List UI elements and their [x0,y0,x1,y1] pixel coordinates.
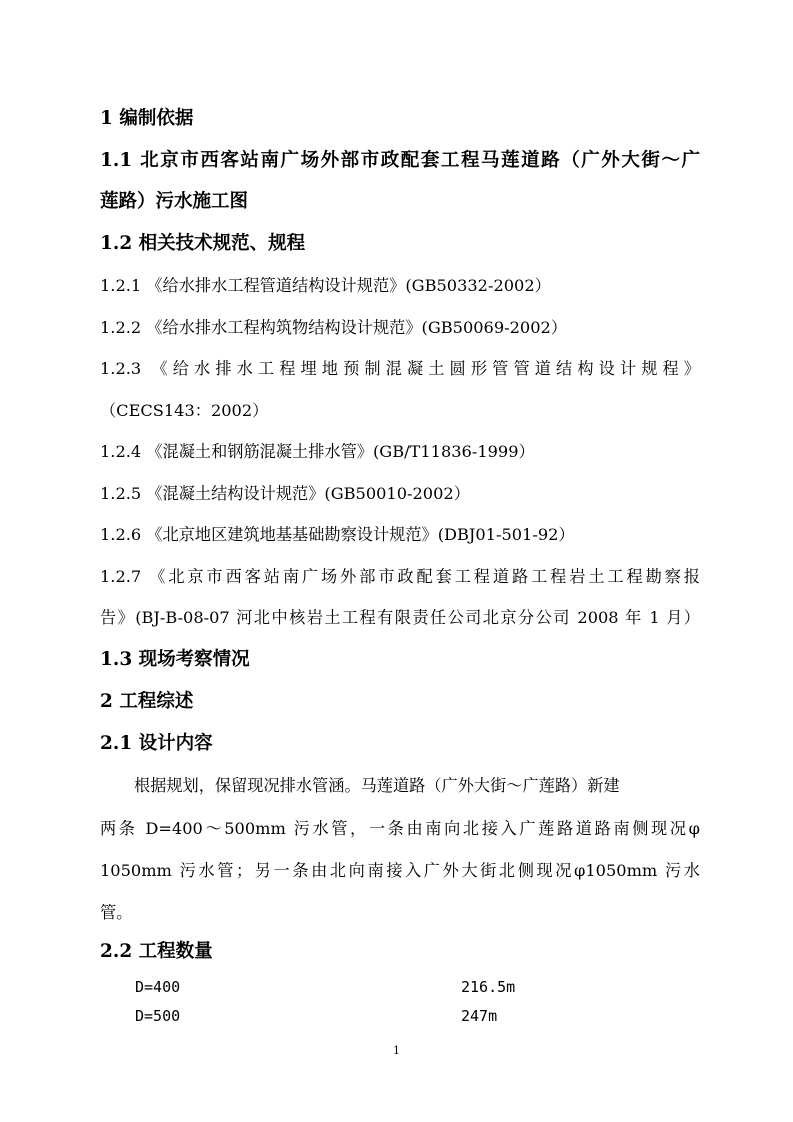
reference-1: 1.2.1 《给水排水工程管道结构设计规范》(GB50332-2002） [100,276,551,295]
reference-4: 1.2.4 《混凝土和钢筋混凝土排水管》(GB/T11836-1999） [100,442,535,461]
heading-1: 1 编制依据 [100,108,194,129]
reference-7-line2: 告》(BJ-B-08-07 河北中核岩土工程有限责任公司北京分公司 2008 年 1 月） [100,608,700,627]
reference-3-line2: （CECS143：2002） [100,401,269,420]
body-line-3: 1050mm 污水管；另一条由北向南接入广外大街北侧现况φ1050mm 污水 [100,861,700,880]
heading-2: 2 工程综述 [100,691,194,712]
quantity-value: 216.5m [461,978,516,996]
heading-1-3: 1.3 现场考察情况 [100,649,250,670]
heading-2-2: 2.2 工程数量 [100,941,213,962]
page-number: 1 [393,1044,400,1057]
reference-5: 1.2.5 《混凝土结构设计规范》(GB50010-2002） [100,484,470,503]
reference-7-line1: 1.2.7 《北京市西客站南广场外部市政配套工程道路工程岩土工程勘察报 [100,567,700,586]
reference-6: 1.2.6 《北京地区建筑地基基础勘察设计规范》(DBJ01-501-92） [100,525,575,544]
heading-1-1-line2: 莲路）污水施工图 [100,191,249,212]
body-line-4: 管。 [100,903,133,922]
quantity-value: 247m [461,1007,498,1025]
body-line-2: 两条 D=400～500mm 污水管，一条由南向北接入广莲路道路南侧现况φ [100,819,700,838]
heading-1-1-line1: 1.1 北京市西客站南广场外部市政配套工程马莲道路（广外大街～广 [100,150,700,171]
reference-2: 1.2.2 《给水排水工程构筑物结构设计规范》(GB50069-2002） [100,318,568,337]
quantity-label: D=400 [135,978,181,996]
body-line-1: 根据规划，保留现况排水管涵。马莲道路（广外大街～广莲路）新建 [134,776,620,795]
quantity-label: D=500 [135,1007,181,1025]
reference-3-line1: 1.2.3 《给水排水工程埋地预制混凝土圆形管管道结构设计规程》 [100,359,700,378]
heading-1-2: 1.2 相关技术规范、规程 [100,233,306,254]
heading-2-1: 2.1 设计内容 [100,733,213,754]
